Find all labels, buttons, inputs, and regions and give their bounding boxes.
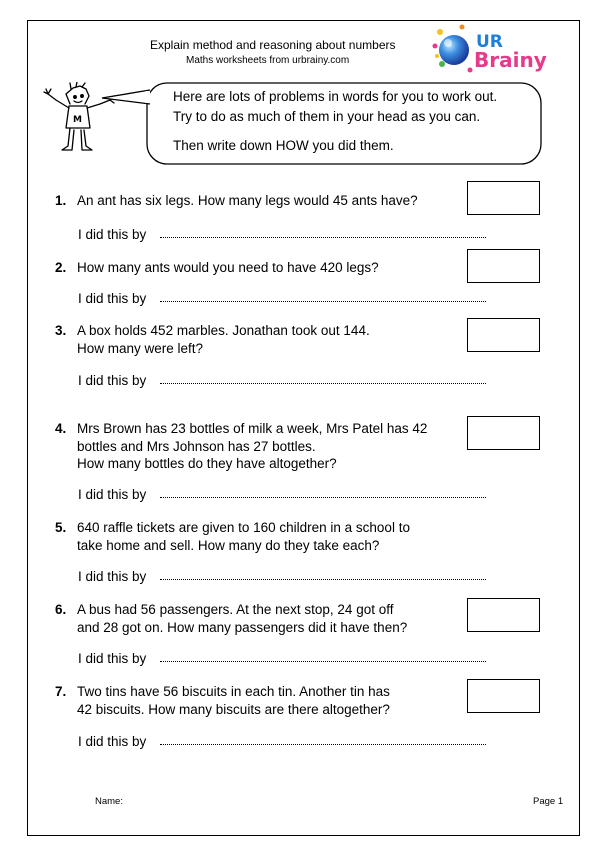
method-line-2[interactable] <box>160 299 486 302</box>
intro-line-3: Then write down HOW you did them. <box>173 138 394 153</box>
question-text: 640 raffle tickets are given to 160 children in a school to <box>77 520 410 535</box>
question-text: How many were left? <box>77 340 204 356</box>
logo-brainy: Brainy <box>474 48 547 72</box>
question-number: 4. <box>55 421 67 436</box>
method-label: I did this by <box>78 734 147 749</box>
answer-box-6[interactable] <box>467 598 540 632</box>
question-text: How many ants would you need to have 420 legs? <box>77 260 379 275</box>
logo-ur: UR <box>476 32 503 52</box>
method-line-4[interactable] <box>160 495 486 498</box>
speech-pointer <box>100 88 152 108</box>
question-text: Mrs Brown has 23 bottles of milk a week, Mrs Patel has 42 <box>77 421 428 436</box>
method-line-5[interactable] <box>160 577 486 580</box>
method-label: I did this by <box>78 651 147 666</box>
question-number: 6. <box>55 602 67 617</box>
intro-line-2: Try to do as much of them in your head as you can. <box>173 109 481 124</box>
svg-text:M: M <box>73 115 82 125</box>
question-text: Two tins have 56 biscuits in each tin. Another tin has <box>77 684 390 699</box>
page-title: Explain method and reasoning about numbers <box>150 38 396 52</box>
question-text: An ant has six legs. How many legs would 45 ants have? <box>77 193 418 208</box>
page-number: Page 1 <box>533 796 564 807</box>
name-label: Name: <box>95 796 123 807</box>
question-text: A box holds 452 marbles. Jonathan took out 144. <box>77 323 370 338</box>
question-text: A bus had 56 passengers. At the next stop, 24 got off <box>77 602 394 617</box>
answer-box-3[interactable] <box>467 318 540 352</box>
question-number: 5. <box>55 520 67 535</box>
method-label: I did this by <box>78 291 147 306</box>
question-text: bottles and Mrs Johnson has 27 bottles. <box>77 438 316 454</box>
answer-box-1[interactable] <box>467 181 540 215</box>
page-subtitle: Maths worksheets from urbrainy.com <box>186 55 350 66</box>
method-line-7[interactable] <box>160 742 486 745</box>
answer-box-4[interactable] <box>467 416 540 450</box>
question-number: 1. <box>55 193 67 208</box>
method-line-6[interactable] <box>160 659 486 662</box>
method-line-3[interactable] <box>160 381 486 384</box>
urbrainy-logo <box>432 22 550 78</box>
question-number: 7. <box>55 684 67 699</box>
question-text: take home and sell. How many do they take each? <box>77 537 380 553</box>
question-number: 3. <box>55 323 67 338</box>
intro-line-1: Here are lots of problems in words for you to work out. <box>173 89 498 104</box>
method-line-1[interactable] <box>160 235 486 238</box>
question-text: and 28 got on. How many passengers did it have then? <box>77 619 408 635</box>
method-label: I did this by <box>78 227 147 242</box>
question-text: How many bottles do they have altogether? <box>77 456 337 471</box>
answer-box-2[interactable] <box>467 249 540 283</box>
question-text: 42 biscuits. How many biscuits are there altogether? <box>77 701 390 717</box>
question-number: 2. <box>55 260 67 275</box>
method-label: I did this by <box>78 569 147 584</box>
answer-box-7[interactable] <box>467 679 540 713</box>
method-label: I did this by <box>78 373 147 388</box>
method-label: I did this by <box>78 487 147 502</box>
